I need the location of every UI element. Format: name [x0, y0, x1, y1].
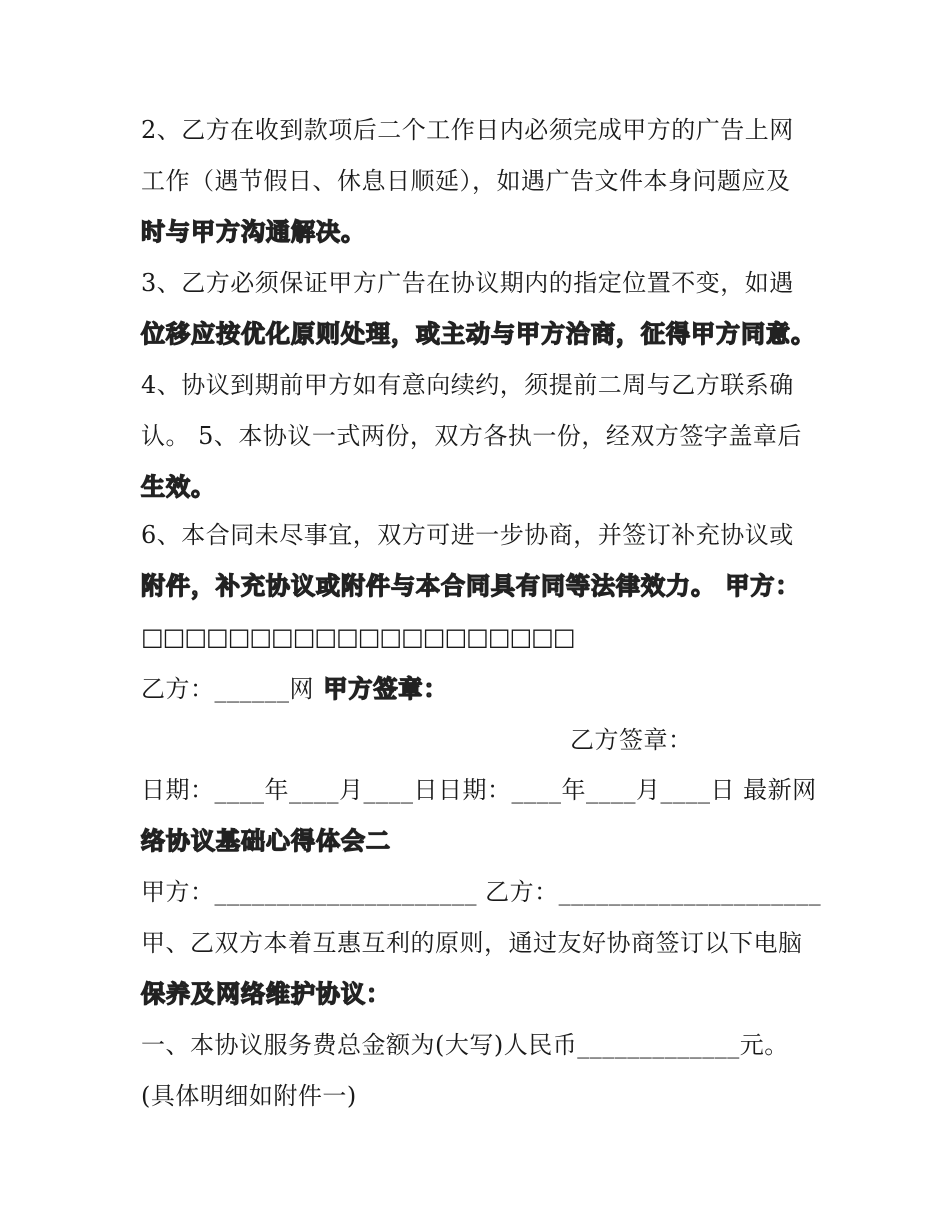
section-heading-2: 络协议基础心得体会二	[141, 827, 391, 855]
party-a-seal-label: 甲方签章：	[314, 675, 449, 703]
paragraph-3-line-1: 3、乙方必须保证甲方广告在协议期内的指定位置不变，如遇	[141, 269, 794, 297]
party-b-seal-label: 乙方签章：	[570, 726, 693, 754]
clause-1-line-1: 一、本协议服务费总金额为(大写)人民币_____________元。	[141, 1031, 789, 1059]
clause-1-line-2: (具体明细如附件一)	[141, 1082, 357, 1110]
date-line: 日期：____年____月____日日期：____年____月____日 最新网	[141, 776, 817, 804]
paragraph-6-line-2: 附件，补充协议或附件与本合同具有同等法律效力。 甲方：	[141, 572, 801, 600]
party-b-blank: ______网	[214, 675, 314, 703]
party-b-name-line	[141, 672, 448, 706]
placeholder-boxes: □□□□□□□□□□□□□□□□□□□□	[141, 623, 575, 651]
intro-line-1: 甲、乙双方本着互惠互利的原则，通过友好协商签订以下电脑	[141, 929, 803, 957]
paragraph-2-line-3: 时与甲方沟通解决。	[141, 218, 366, 246]
intro-line-2: 保养及网络维护协议：	[141, 980, 391, 1008]
party-b-label: 乙方：	[141, 675, 215, 703]
paragraph-4-line-2: 认。 5、本协议一式两份，双方各执一份，经双方签字盖章后	[141, 422, 802, 450]
parties-line: 甲方：_____________________ 乙方：_____________________	[141, 878, 822, 906]
paragraph-4-line-3: 生效。	[141, 473, 216, 501]
paragraph-4-line-1: 4、协议到期前甲方如有意向续约，须提前二周与乙方联系确	[141, 371, 794, 399]
paragraph-2-line-2: 工作（遇节假日、休息日顺延），如遇广告文件本身问题应及	[141, 167, 791, 195]
paragraph-6-line-1: 6、本合同未尽事宜，双方可进一步协商，并签订补充协议或	[141, 521, 794, 549]
paragraph-2-line-1: 2、乙方在收到款项后二个工作日内必须完成甲方的广告上网	[141, 116, 794, 144]
paragraph-3-line-2: 位移应按优化原则处理，或主动与甲方洽商，征得甲方同意。	[141, 320, 816, 348]
